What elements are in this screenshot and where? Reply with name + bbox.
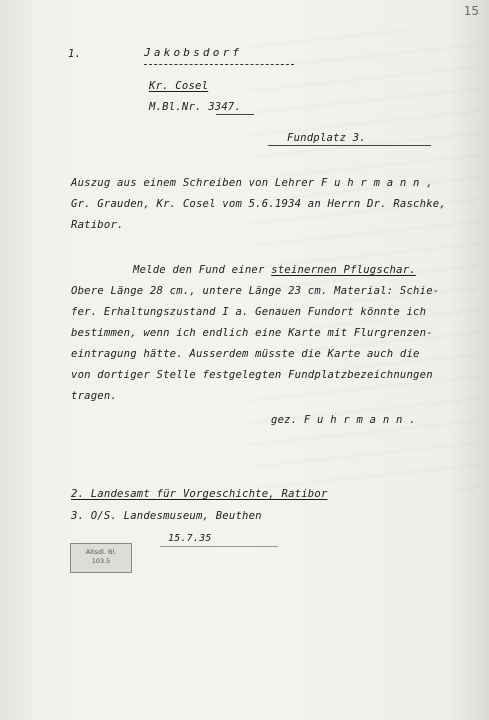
report-line-1 [133, 264, 416, 276]
stamp-line-2: 103.5 [91, 557, 111, 565]
site-label: Fundplatz 3. [287, 132, 366, 144]
map-sheet-underline [216, 114, 254, 115]
place-dash-underline [144, 64, 294, 66]
intro-line-1: Auszug aus einem Schreiben von Lehrer F u h r m a n n , [71, 177, 433, 189]
report-line-4: bestimmen, wenn ich endlich eine Karte mit Flurgrenzen- [71, 327, 433, 339]
report-line-1-prefix: Melde den Fund einer [133, 264, 272, 276]
report-line-2: Obere Länge 28 cm., untere Länge 23 cm. Material: Schie- [71, 285, 440, 297]
date: 15.7.35 [168, 533, 212, 544]
distribution-line-2: 3. O/S. Landesmuseum, Beuthen [71, 510, 262, 522]
report-line-7: tragen. [71, 390, 118, 402]
distribution-line-1: 2. Landesamt für Vorgeschichte, Ratibor [71, 488, 328, 500]
site-underline [268, 145, 431, 146]
archive-stamp [70, 543, 132, 573]
report-line-6: von dortiger Stelle festgelegten Fundplatzbezeichnungen [71, 369, 433, 381]
page-number: 15 [463, 4, 479, 18]
intro-line-2: Gr. Grauden, Kr. Cosel vom 5.6.1934 an Herrn Dr. Raschke, [71, 198, 446, 210]
district: Kr. Cosel [149, 80, 209, 92]
stamp-line-1: Altsdl. Bl. [85, 548, 117, 556]
report-line-5: eintragung hätte. Ausserdem müsste die Karte auch die [71, 348, 420, 360]
date-rule [160, 546, 278, 547]
place-name: Jakobsdorf [144, 46, 243, 59]
report-find-object: steinernen Pflugschar. [271, 264, 416, 276]
intro-line-3: Ratibor. [71, 219, 124, 231]
item-number: 1. [68, 48, 82, 60]
signature: gez. F u h r m a n n . [271, 414, 416, 426]
report-line-3: fer. Erhaltungszustand I a. Genauen Fundort könnte ich [71, 306, 427, 318]
map-sheet-number: M.Bl.Nr. 3347. [149, 101, 242, 113]
